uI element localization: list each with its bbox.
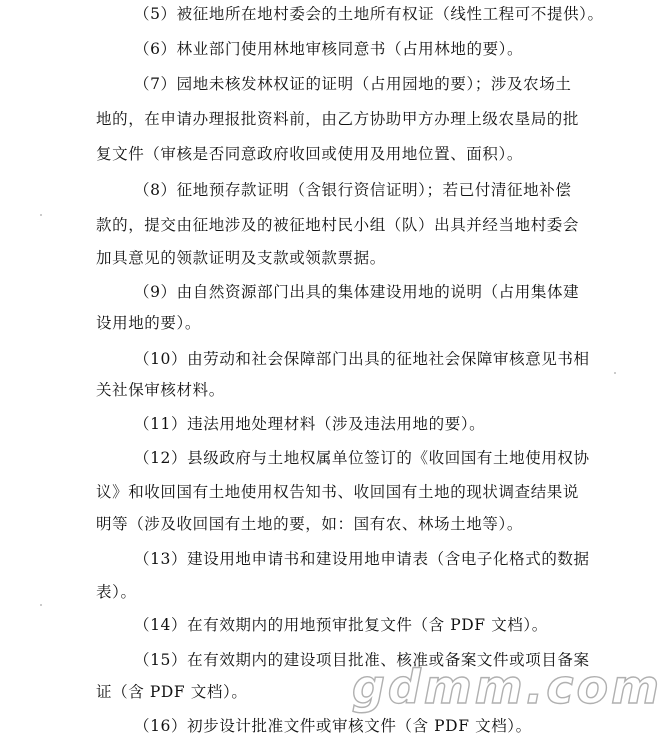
item-9-line-2: 设用地的要）。 <box>96 314 201 332</box>
watermark-logo: gdmm.com <box>352 660 662 714</box>
item-15-line-1: （15）在有效期内的建设项目批准、核准或备案文件或项目备案 <box>134 651 590 669</box>
item-8-line-1: （8）征地预存款证明（含银行资信证明）；若已付清征地补偿 <box>134 181 572 199</box>
item-15-line-2: 证（含 PDF 文档）。 <box>96 683 248 701</box>
item-9-line-1: （9）由自然资源部门出具的集体建设用地的说明（占用集体建 <box>134 283 580 301</box>
item-8-line-3: 加具意见的领款证明及支款或领款票据。 <box>96 249 386 267</box>
scan-speck <box>40 214 42 216</box>
item-10-line-1: （10）由劳动和社会保障部门出具的征地社会保障审核意见书相 <box>134 350 590 368</box>
item-13-line-2: 表）。 <box>96 583 137 601</box>
scan-speck <box>40 604 42 606</box>
item-14-line-1: （14）在有效期内的用地预审批复文件（含 PDF 文档）。 <box>134 616 548 634</box>
item-7-line-3: 复文件（审核是否同意政府收回或使用及用地位置、面积）。 <box>96 145 523 163</box>
item-12-line-3: 明等（涉及收回国有土地的要，如：国有农、林场土地等）。 <box>96 515 523 533</box>
item-7-line-1: （7）园地未核发林权证的证明（占用园地的要）；涉及农场土 <box>134 75 572 93</box>
item-10-line-2: 关社保审核材料。 <box>96 381 225 399</box>
item-11-line-1: （11）违法用地处理材料（涉及违法用地的要）。 <box>134 415 486 433</box>
item-5-line-1: （5）被征地所在地村委会的土地所有权证（线性工程可不提供）。 <box>134 5 604 23</box>
scan-speck <box>614 372 616 374</box>
item-16-line-1: （16）初步设计批准文件或审核文件（含 PDF 文档）。 <box>134 717 532 735</box>
item-6-line-1: （6）林业部门使用林地审核同意书（占用林地的要）。 <box>134 40 524 58</box>
item-12-line-2: 议》和收回国有土地使用权告知书、收回国有土地的现状调查结果说 <box>96 483 580 501</box>
item-8-line-2: 款的，提交由征地涉及的被征地村民小组（队）出具并经当地村委会 <box>96 216 580 234</box>
item-13-line-1: （13）建设用地申请书和建设用地申请表（含电子化格式的数据 <box>134 550 590 568</box>
item-12-line-1: （12）县级政府与土地权属单位签订的《收回国有土地使用权协 <box>134 449 590 467</box>
item-7-line-2: 地的，在申请办理报批资料前，由乙方协助甲方办理上级农垦局的批 <box>96 110 580 128</box>
